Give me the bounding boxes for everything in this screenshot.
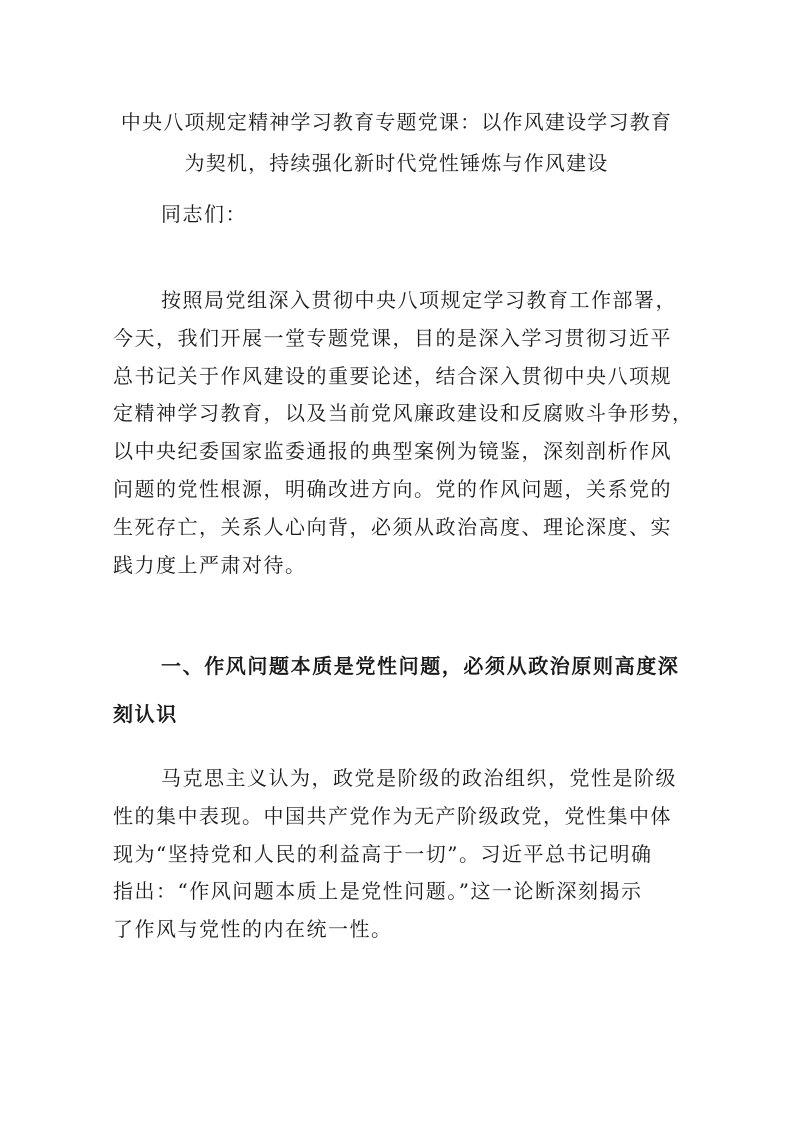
heading-line: 一、作风问题本质是党性问题，必须从政治原则高度深 <box>161 654 680 678</box>
paragraph-line: 按照局党组深入贯彻中央八项规定学习教育工作部署， <box>161 288 677 312</box>
paragraph-line: 定精神学习教育，以及当前党风廉政建设和反腐败斗争形势， <box>113 401 694 426</box>
title-line: 中央八项规定精神学习教育专题党课：以作风建设学习教育 <box>120 110 673 134</box>
paragraph-line: 以中央纪委国家监委通报的典型案例为镜鉴，深刻剖析作风 <box>113 439 672 464</box>
salutation <box>113 196 680 234</box>
paragraph-line: 问题的党性根源，明确改进方向。党的作风问题，关系党的 <box>113 476 672 501</box>
paragraph-line: 指出：“作风问题本质上是党性问题。”这一论断深刻揭示 <box>113 879 643 904</box>
paragraph-line: 了作风与党性的内在统一性。 <box>113 917 393 942</box>
paragraph-line: 现为“坚持党和人民的利益高于一切”。习近平总书记明确 <box>113 841 653 866</box>
paragraph-line: 马克思主义认为，政党是阶级的政治组织，党性是阶级 <box>161 766 677 790</box>
salutation-text: 同志们： <box>161 202 247 226</box>
paragraph-line: 今天，我们开展一堂专题党课，目的是深入学习贯彻习近平 <box>113 325 672 350</box>
paragraph-line: 生死存亡，关系人心向背，必须从政治高度、理论深度、实 <box>113 514 672 539</box>
section-paragraph <box>113 760 680 949</box>
section-heading <box>113 642 680 738</box>
paragraph-line: 性的集中表现。中国共产党作为无产阶级政党，党性集中体 <box>113 803 672 828</box>
title-line: 为契机，持续强化新时代党性锤炼与作风建设 <box>184 151 609 175</box>
heading-line: 刻认识 <box>113 702 178 726</box>
document-title <box>100 102 693 184</box>
paragraph-line: 总书记关于作风建设的重要论述，结合深入贯彻中央八项规 <box>113 363 672 388</box>
intro-paragraph <box>113 282 694 584</box>
paragraph-line: 践力度上严肃对待。 <box>113 552 307 577</box>
